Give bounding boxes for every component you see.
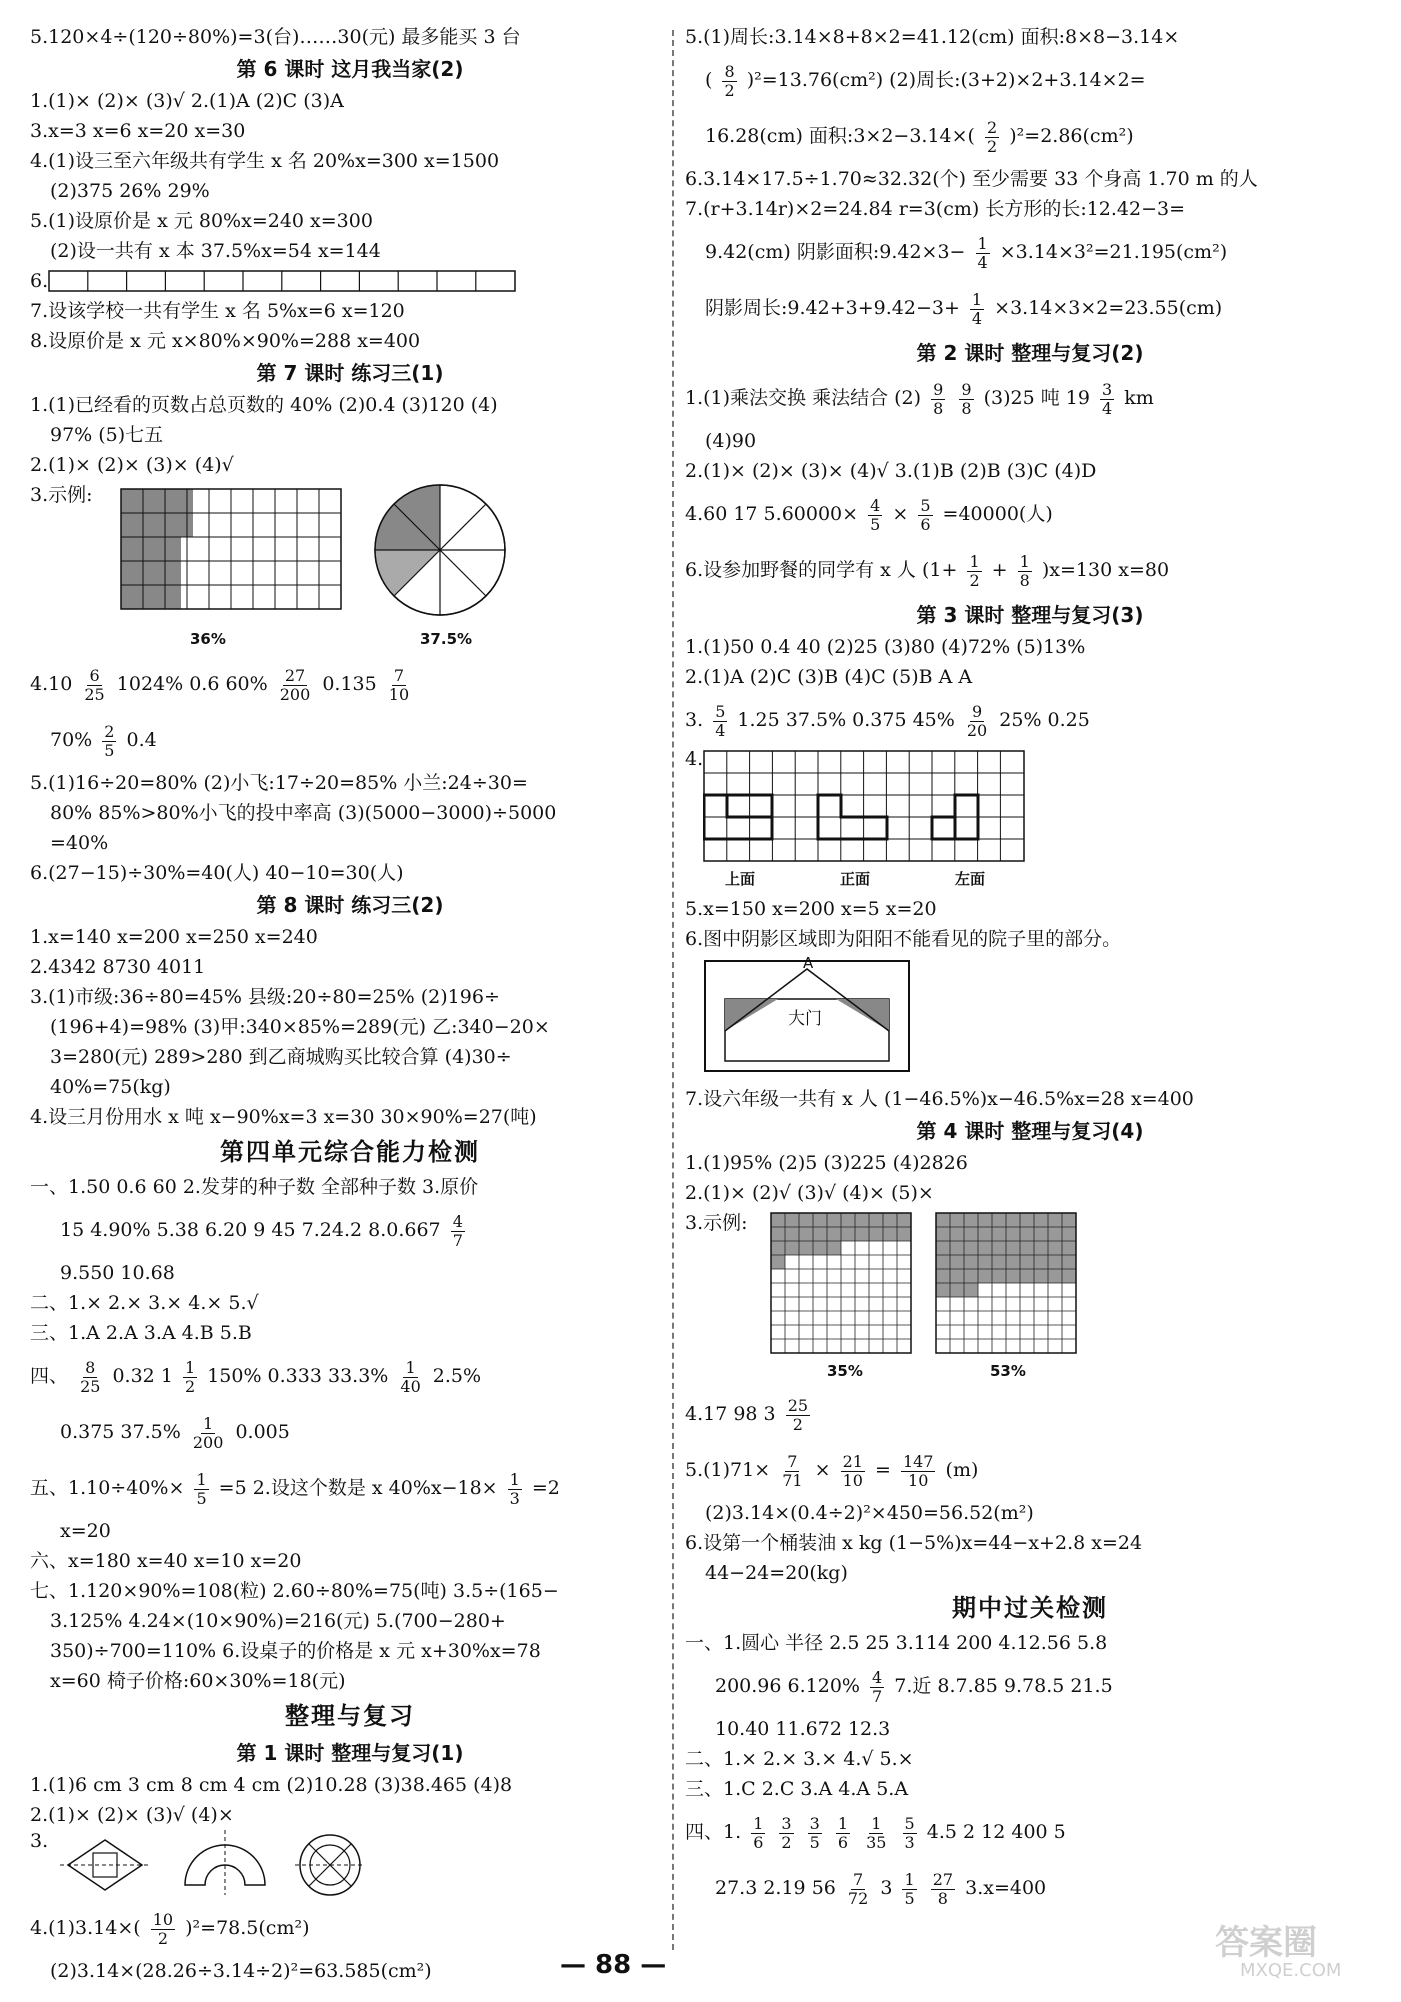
answer-line-fractions [685,1804,1375,1860]
answer-line: 10.40 11.672 12.3 [715,1718,891,1740]
lesson-heading: 第 6 课时 这月我当家(2) [236,57,464,81]
answer-line: 1.(1)95% (2)5 (3)225 (4)2826 [685,1152,968,1174]
fraction [786,1397,810,1434]
answer-line: 5.x=150 x=200 x=5 x=20 [685,898,937,920]
left-column [30,22,670,1986]
text: 4.10 [30,673,73,695]
numerator: 8 [724,61,735,81]
denominator: 2 [969,570,980,590]
answer-line: 一、1.50 0.6 60 2.发芽的种子数 全部种子数 3.原价 [30,1176,479,1198]
fraction [82,667,106,704]
text: 0.005 [235,1421,290,1443]
text: 四、 [30,1365,69,1387]
numerator: 1 [837,1813,849,1833]
numerator: 1 [753,1813,764,1833]
answer-line: =40% [50,832,109,854]
answer-line: 9.550 10.68 [60,1262,175,1284]
numerator: 1 [871,1813,882,1833]
numerator: 7 [787,1451,798,1471]
fraction [841,1453,865,1490]
numerator: 1 [184,1357,196,1377]
fraction [722,63,736,100]
fraction [967,553,981,590]
fraction [1100,381,1114,418]
answer-line: 350)÷700=110% 6.设桌子的价格是 x 元 x+30%x=78 [50,1640,541,1662]
denominator: 200 [279,684,311,704]
denominator: 2 [157,1928,168,1948]
denominator: 2 [184,1376,196,1396]
fraction [779,1815,793,1852]
answer-line-fractions [685,1442,1375,1498]
views-figure [685,748,1375,868]
fraction [78,1359,102,1396]
text: 0.4 [126,729,157,751]
text: 25% 0.25 [999,709,1090,731]
answer-line-fractions [685,1658,1375,1714]
numerator: 21 [842,1451,863,1471]
answer-line: 2.(1)A (2)C (3)B (4)C (5)B A A [685,666,973,688]
caption-left-view: 左面 [955,870,986,888]
answer-line: 6.3.14×17.5÷1.70≈32.32(个) 至少需要 33 个身高 1.70 m 的人 [685,168,1258,190]
text: 五、1.10÷40%× [30,1477,185,1499]
numerator: 1 [203,1413,214,1433]
fraction [780,1453,804,1490]
answer-line: 2.(1)× (2)× (3)√ (4)× [30,1804,234,1826]
numerator: 25 [787,1395,809,1415]
text: 2.5% [432,1365,482,1387]
numerator: 5 [904,1813,915,1833]
answer-line-fractions [30,656,670,712]
watermark-logo: 答案圈 [1215,1923,1317,1963]
text: 0.135 [322,673,377,695]
answer-line: 7.设六年级一共有 x 人 (1−46.5%)x−46.5%x=28 x=400 [685,1088,1194,1110]
answer-line: 一、1.圆心 半径 2.5 25 3.114 200 4.12.56 5.8 [685,1632,1108,1654]
text: 7.近 8.7.85 9.78.5 21.5 [894,1675,1113,1697]
text: 9.42(cm) 阴影面积:9.42×3− [705,241,966,263]
item-number: 3.示例: [30,484,93,506]
answer-line: 六、x=180 x=40 x=10 x=20 [30,1550,302,1572]
fraction [508,1471,522,1508]
fraction [870,1669,884,1706]
fraction [102,723,116,760]
fraction [864,1815,888,1852]
answer-line: (196+4)=98% (3)甲:340×85%=289(元) 乙:340−20× [50,1016,550,1038]
fraction [191,1415,226,1452]
gate-figure [685,954,1375,1084]
text: )x=130 x=80 [1041,559,1170,581]
lesson-heading: 第 2 课时 整理与复习(2) [916,341,1144,365]
fraction [976,235,990,272]
numerator: 4 [870,495,881,515]
fraction [931,1871,955,1908]
numerator: 1 [196,1469,207,1489]
item-number: 3.示例: [685,1212,748,1234]
text: 6.设参加野餐的同学有 x 人 (1+ [685,559,958,581]
answer-line: (2)3.14×(28.26÷3.14÷2)²=63.585(cm²) [50,1960,432,1982]
numerator: 7 [853,1869,864,1889]
text: 15 4.90% 5.38 6.20 9 45 7.24.2 8.0.667 [60,1219,441,1241]
text: 5.(1)71× [685,1459,771,1481]
answer-line-fractions [685,108,1375,164]
answer-line: 6.图中阴影区域即为阳阳不能看见的院子里的部分。 [685,928,1122,950]
answer-line: 2.4342 8730 4011 [30,956,206,978]
denominator: 8 [933,398,944,418]
numerator: 3 [809,1813,820,1833]
answer-line: 2.(1)× (2)√ (3)√ (4)× (5)× [685,1182,934,1204]
answer-line-fractions [685,370,1375,426]
denominator: 2 [724,80,735,100]
strip-grid-figure [48,268,518,294]
right-column [685,22,1375,1916]
answer-line-fractions [685,542,1375,598]
answer-line: x=20 [60,1520,111,1542]
grid-53-percent [935,1212,1085,1358]
answer-line: 三、1.C 2.C 3.A 4.A 5.A [685,1778,909,1800]
answer-line-fractions [30,712,670,768]
numerator: 27 [932,1869,954,1889]
section-heading: 整理与复习 [285,1702,415,1730]
grid-captions [685,1358,1375,1386]
denominator: 35 [866,1832,887,1852]
answer-line: 3=280(元) 289>280 到乙商城购买比较合算 (4)30÷ [50,1046,512,1068]
text: 200.96 6.120% [715,1675,860,1697]
percent-grid-figures [685,1208,1375,1358]
denominator: 2 [792,1414,803,1434]
numerator: 1 [1019,551,1030,571]
answer-line: 44−24=20(kg) [705,1562,848,1584]
view-captions [685,868,1375,894]
circle-figure [295,1830,365,1900]
text: ×3.14×3×2=23.55(cm) [994,297,1223,319]
fraction [959,381,973,418]
text: =2 [531,1477,560,1499]
fraction [751,1815,765,1852]
text: 1024% 0.6 60% [116,673,268,695]
text: )²=78.5(cm²) [185,1917,310,1939]
text: 4.(1)3.14×( [30,1917,141,1939]
page-number: — 88 — [560,1950,667,1980]
numerator: 2 [987,117,998,137]
answer-line: 1.x=140 x=200 x=250 x=240 [30,926,318,948]
answer-line: x=60 椅子价格:60×30%=18(元) [50,1670,346,1692]
unit-heading: 第四单元综合能力检测 [220,1138,480,1166]
numerator: 4 [872,1667,883,1687]
lesson-heading: 第 8 课时 练习三(2) [256,893,444,917]
denominator: 200 [192,1432,224,1452]
denominator: 72 [847,1888,869,1908]
answer-line: 5.120×4÷(120÷80%)=3(台)……30(元) 最多能买 3 台 [30,26,521,48]
answer-line: (2)设一共有 x 本 37.5%x=54 x=144 [50,240,381,262]
text: 3.x=400 [965,1877,1047,1899]
fraction [151,1911,175,1948]
denominator: 7 [872,1686,883,1706]
text: 阴影周长:9.42+3+9.42−3+ [705,297,960,319]
answer-line: 1.(1)6 cm 3 cm 8 cm 4 cm (2)10.28 (3)38.465 (4)8 [30,1774,513,1796]
denominator: 5 [104,740,115,760]
text: 0.32 1 [112,1365,173,1387]
answer-line: 3.125% 4.24×(10×90%)=216(元) 5.(700−280+ [50,1610,506,1632]
three-views-grid [703,750,1033,866]
answer-line: 三、1.A 2.A 3.A 4.B 5.B [30,1322,252,1344]
fraction [451,1213,465,1250]
answer-line-6 [30,266,670,296]
lesson-heading: 第 3 课时 整理与复习(3) [916,603,1144,627]
caption-53: 53% [990,1362,1026,1380]
answer-line-fractions [30,1900,670,1956]
numerator: 27 [284,665,306,685]
text: )²=13.76(cm²) (2)周长:(3+2)×2+3.14×2= [746,69,1146,91]
denominator: 10 [908,1470,929,1490]
answer-line: 2.(1)× (2)× (3)× (4)√ [30,454,234,476]
numerator: 9 [961,379,972,399]
answer-line: 1.(1)50 0.4 40 (2)25 (3)80 (4)72% (5)13% [685,636,1086,658]
column-divider [672,30,674,1950]
denominator: 4 [977,252,988,272]
text: )²=2.86(cm²) [1009,125,1134,147]
numerator: 1 [509,1469,520,1489]
text: (m) [945,1459,979,1481]
numerator: 3 [1101,379,1113,399]
denominator: 10 [388,684,410,704]
numerator: 2 [104,721,115,741]
answer-line: 4.设三月份用水 x 吨 x−90%x=3 x=30 30×90%=27(吨) [30,1106,537,1128]
answer-line: 5.(1)16÷20=80% (2)小飞:17÷20=85% 小兰:24÷30= [30,772,528,794]
answer-line: 7.(r+3.14r)×2=24.84 r=3(cm) 长方形的长:12.42−3= [685,198,1186,220]
fraction [931,381,945,418]
numerator: 147 [902,1451,934,1471]
answer-line: 5.(1)设原价是 x 元 80%x=240 x=300 [30,210,373,232]
denominator: 4 [1101,398,1113,418]
denominator: 20 [966,720,988,740]
answer-line: 8.设原价是 x 元 x×80%×90%=288 x=400 [30,330,421,352]
fraction [194,1471,208,1508]
fraction [713,703,727,740]
answer-line: 3.x=3 x=6 x=20 x=30 [30,120,246,142]
denominator: 25 [80,1376,101,1396]
fraction [836,1815,850,1852]
answer-line-fractions [685,280,1375,336]
fraction [985,119,999,156]
caption-35: 35% [827,1362,863,1380]
answer-line: 4.(1)设三至六年级共有学生 x 名 20%x=300 x=1500 [30,150,500,172]
fraction [918,497,932,534]
fraction [965,703,989,740]
watermark-site: MXQE.COM [1240,1960,1342,1981]
fraction [183,1359,197,1396]
answer-line: 6.(27−15)÷30%=40(人) 40−10=30(人) [30,862,404,884]
denominator: 5 [196,1488,207,1508]
numerator: 1 [971,289,983,309]
numerator: 5 [920,495,931,515]
answer-line: 2.(1)× (2)× (3)× (4)√ 3.(1)B (2)B (3)C (4)D [685,460,1097,482]
answer-line: 6.设第一个桶装油 x kg (1−5%)x=44−x+2.8 x=24 [685,1532,1143,1554]
denominator: 6 [920,514,931,534]
denominator: 7 [452,1230,463,1250]
answer-line: 二、1.× 2.× 3.× 4.× 5.√ [30,1292,259,1314]
denominator: 3 [904,1832,915,1852]
text: 70% [50,729,93,751]
text: × [814,1459,831,1481]
answer-line-fractions [685,1860,1375,1916]
text: 3 [880,1877,893,1899]
arch-figure [180,1830,270,1895]
answer-line: 3.(1)市级:36÷80=45% 县级:20÷80=25% (2)196÷ [30,986,500,1008]
numerator: 6 [89,665,100,685]
denominator: 5 [904,1888,915,1908]
answer-line-fractions [30,1404,670,1460]
caption-36: 36% [190,630,226,648]
fraction [398,1359,422,1396]
denominator: 8 [961,398,972,418]
answer-line: 1.(1)已经看的页数占总页数的 40% (2)0.4 (3)120 (4) [30,394,498,416]
denominator: 71 [782,1470,803,1490]
fraction [868,497,882,534]
answer-line: 80% 85%>80%小飞的投中率高 (3)(5000−3000)÷5000 [50,802,557,824]
numerator: 1 [405,1357,416,1377]
denominator: 2 [987,136,998,156]
text: 0.375 37.5% [60,1421,181,1443]
numerator: 1 [904,1869,915,1889]
rhombus-figure [60,1835,150,1895]
answer-line-fractions [685,224,1375,280]
answer-line-fractions [30,1202,670,1258]
denominator: 8 [937,1888,948,1908]
text: × [892,503,909,525]
answer-line-fractions [685,692,1375,748]
denominator: 5 [870,514,881,534]
text: 4.60 17 5.60000× [685,503,859,525]
numerator: 8 [85,1357,96,1377]
text: =5 2.设这个数是 x 40%x−18× [218,1477,498,1499]
denominator: 6 [753,1832,764,1852]
answer-line: (2)375 26% 29% [50,180,210,202]
lesson-heading: 第 7 课时 练习三(1) [256,361,444,385]
answer-line: 1.(1)× (2)× (3)√ 2.(1)A (2)C (3)A [30,90,344,112]
text: = [874,1459,891,1481]
numerator: 7 [393,665,405,685]
symmetry-figures [30,1830,670,1900]
fraction [387,667,411,704]
denominator: 8 [1019,570,1030,590]
text: 4.17 98 3 [685,1403,776,1425]
denominator: 2 [781,1832,792,1852]
exam-heading: 期中过关检测 [952,1594,1108,1622]
lesson-heading: 第 4 课时 整理与复习(4) [916,1119,1144,1143]
denominator: 25 [84,684,105,704]
fraction [970,291,984,328]
gate-label: 大门 [788,1009,822,1029]
denominator: 40 [400,1376,421,1396]
caption-front-view: 正面 [840,870,871,888]
answer-line-fractions [685,486,1375,542]
item-number: 6. [30,270,49,292]
answer-line: (2)3.14×(0.4÷2)²×450=56.52(m²) [705,1502,1034,1524]
caption-37-5: 37.5% [420,630,473,648]
lesson-heading: 第 1 课时 整理与复习(1) [236,1741,464,1765]
text: km [1124,387,1154,409]
answer-line: (4)90 [705,430,757,452]
numerator: 3 [781,1813,792,1833]
fraction [846,1871,870,1908]
denominator: 5 [809,1832,820,1852]
numerator: 9 [933,379,944,399]
text: 150% 0.333 33.3% [207,1365,389,1387]
answer-line: 二、1.× 2.× 3.× 4.√ 5.× [685,1748,914,1770]
answer-line-fractions [30,1348,670,1404]
fraction [901,1453,936,1490]
text: 1.25 37.5% 0.375 45% [737,709,955,731]
answer-line: 40%=75(kg) [50,1076,171,1098]
denominator: 6 [837,1832,849,1852]
answer-line: 5.(1)周长:3.14×8+8×2=41.12(cm) 面积:8×8−3.14× [685,26,1180,48]
example-figures [30,480,670,630]
text: 1.(1)乘法交换 乘法结合 (2) [685,387,922,409]
numerator: 1 [977,233,988,253]
grid-36-percent [120,488,350,610]
answer-line-fractions [30,1460,670,1516]
text: ( [705,69,713,91]
point-a-label: A [803,954,814,972]
answer-line: 97% (5)七五 [50,424,164,446]
answer-line-fractions [685,1386,1375,1442]
answer-line: 七、1.120×90%=108(粒) 2.60÷80%=75(吨) 3.5÷(165− [30,1580,559,1602]
denominator: 4 [971,308,983,328]
text: 四、1. [685,1821,742,1843]
text: 3. [685,709,704,731]
text: =40000(人) [942,503,1053,525]
caption-top-view: 上面 [725,870,756,888]
numerator: 4 [452,1211,463,1231]
grid-35-percent [770,1212,920,1358]
text: + [991,559,1008,581]
numerator: 9 [971,701,983,721]
text: ×3.14×3²=21.195(cm²) [999,241,1228,263]
item-number: 4. [685,748,704,770]
denominator: 3 [509,1488,520,1508]
figure-captions [30,630,670,656]
pie-37-5-percent [370,480,510,620]
text: 4.5 2 12 400 5 [926,1821,1066,1843]
fraction [1018,553,1032,590]
denominator: 4 [715,720,726,740]
denominator: 10 [842,1470,863,1490]
fraction [902,1871,916,1908]
numerator: 10 [152,1909,174,1929]
fraction [278,667,313,704]
text: 27.3 2.19 56 [715,1877,836,1899]
numerator: 1 [969,551,980,571]
answer-line: 7.设该学校一共有学生 x 名 5%x=6 x=120 [30,300,405,322]
numerator: 5 [715,701,726,721]
fraction [903,1815,917,1852]
fraction [808,1815,822,1852]
text: 16.28(cm) 面积:3×2−3.14×( [705,125,975,147]
answer-line-fractions [685,52,1375,108]
text: (3)25 吨 19 [983,387,1090,409]
item-number: 3. [30,1830,49,1852]
